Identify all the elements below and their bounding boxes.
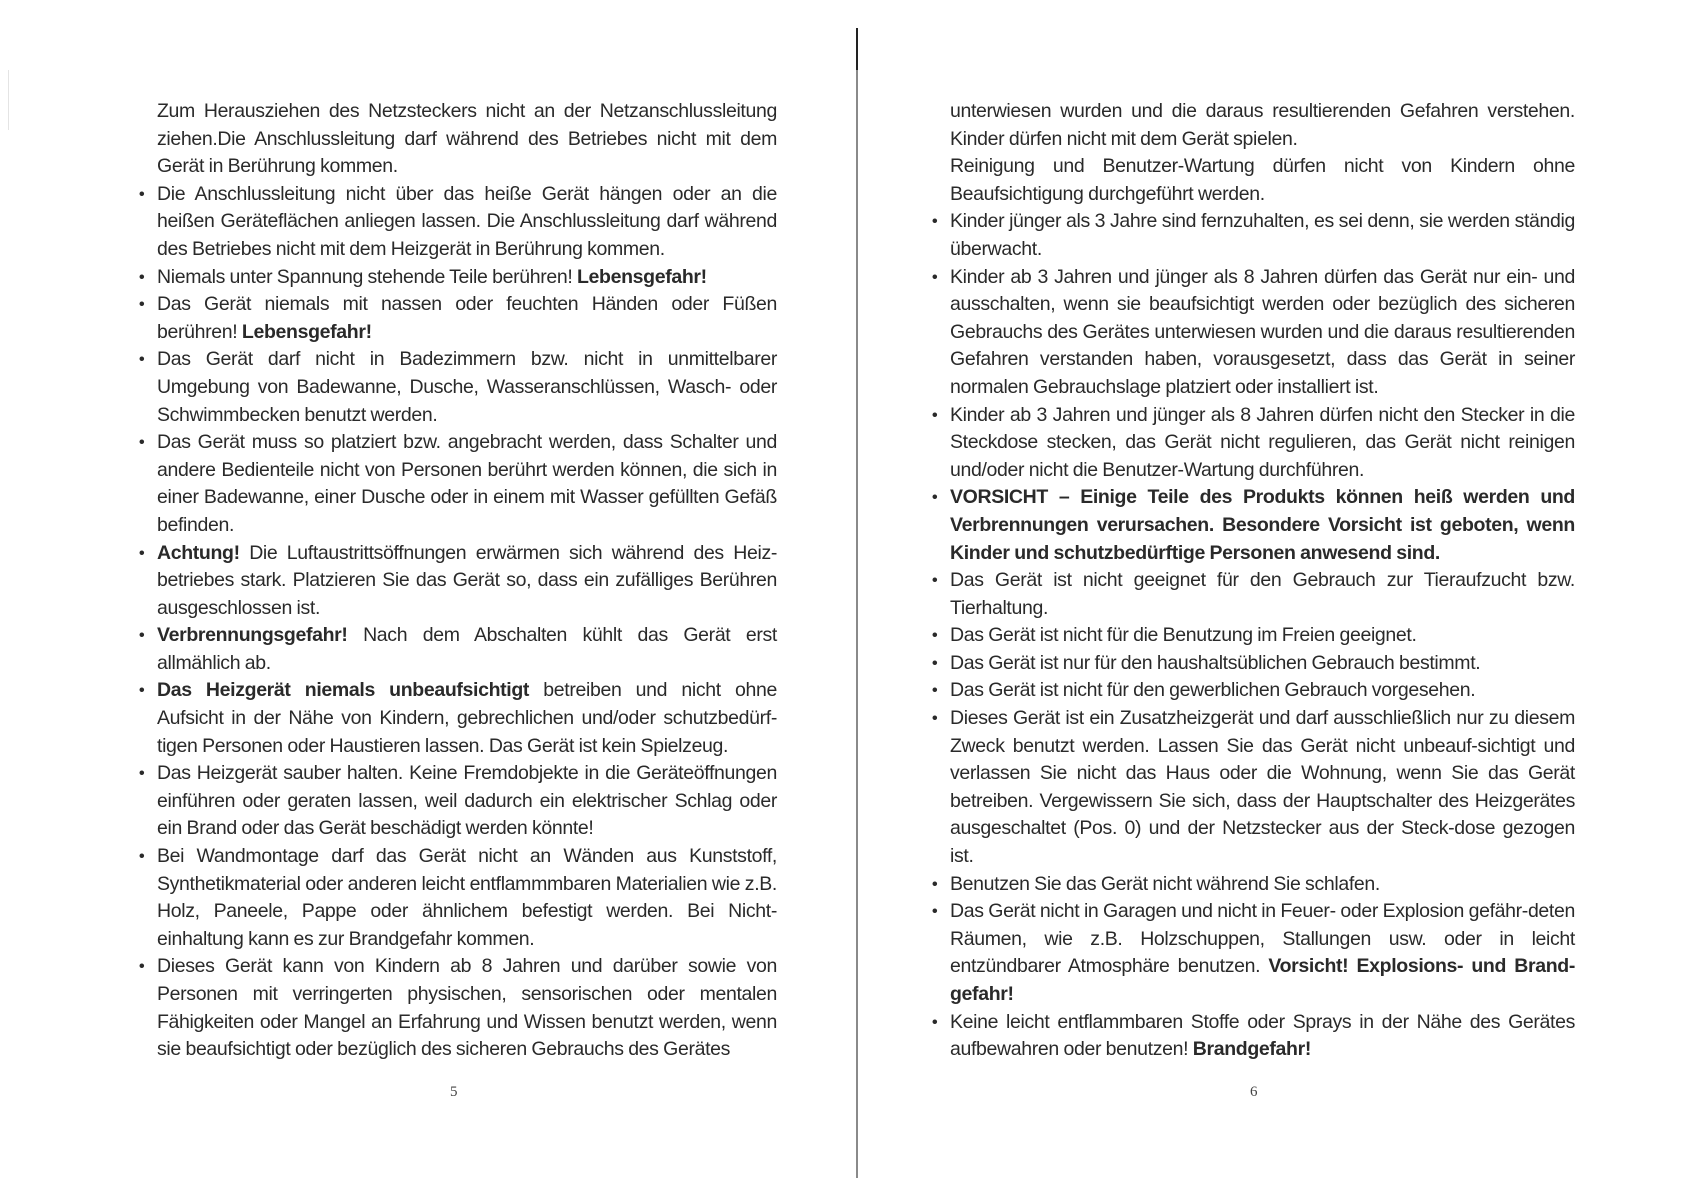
list-item — [139, 346, 777, 429]
right-page — [932, 98, 1575, 1064]
list-item — [932, 677, 1575, 705]
bullet-icon: • — [139, 268, 145, 286]
list-item-text: Bei Wandmontage darf das Gerät nicht an Wänden aus Kunststoff, Synthetikmaterial oder anderen leicht entflammmbaren Materialien wie z.B. Holz, Paneele, Pappe oder ähnlichem befestigt werden. Bei Nicht-einhaltung kann es zur Brandgefahr kommen. — [157, 845, 777, 950]
list-item — [932, 898, 1575, 1008]
list-item — [139, 843, 777, 953]
list-item — [932, 1009, 1575, 1064]
list-item-text: Das Gerät niemals mit nassen oder feuchten Händen oder Füßen berühren! — [157, 293, 777, 343]
list-item-text: Die Luftaustrittsöffnungen erwärmen sich während des Heiz-betriebes stark. Platzieren Sie das Gerät so, dass ein zufälliges Berühren ausgeschlossen ist. — [157, 541, 777, 619]
bullet-icon: • — [139, 765, 145, 783]
bullet-icon: • — [932, 213, 938, 231]
bullet-icon: • — [932, 682, 938, 700]
list-item-text: Das Gerät ist nur für den haushaltsüblichen Gebrauch bestimmt. — [950, 651, 1481, 674]
bullet-icon: • — [932, 1013, 938, 1031]
bullet-icon: • — [932, 710, 938, 728]
list-item-text: Nach dem Abschalten kühlt das Gerät erst allmählich ab. — [157, 624, 777, 674]
list-item — [139, 677, 777, 760]
bullet-icon: • — [932, 627, 938, 645]
bullet-icon: • — [139, 296, 145, 314]
list-item-text: Das Gerät ist nicht für den gewerblichen Gebrauch vorgesehen. — [950, 679, 1476, 702]
list-item — [139, 953, 777, 1063]
list-item — [139, 540, 777, 623]
bullet-icon: • — [932, 268, 938, 286]
bullet-icon: • — [932, 406, 938, 424]
list-item-text: Dieses Gerät ist ein Zusatzheizgerät und darf ausschließlich nur zu diesem Zweck benutzt werden. Lassen Sie das Gerät nicht unbeauf-sichtigt und verlassen Sie nicht das Haus oder die Wohnung, wenn Sie das Gerät betreiben. Vergewissern Sie sich, dass der Hauptschalter des Heizgerätes ausgeschaltet (Pos. 0) und der Netzstecker aus der Steck-dose gezogen ist. — [950, 707, 1575, 868]
warning-emphasis: Lebensgefahr! — [241, 320, 372, 343]
list-item — [139, 760, 777, 843]
list-item — [932, 484, 1575, 567]
bullet-icon: • — [139, 544, 145, 562]
warning-emphasis: VORSICHT – Einige Teile des Produkts können heiß werden und Verbrennungen verursachen. Besondere Vorsicht ist geboten, wenn Kinder und schutzbedürftige Personen anwesend sind. — [950, 486, 1575, 564]
list-item-text: Kinder jünger als 3 Jahre sind fernzuhalten, es sei denn, sie werden ständig überwacht. — [950, 210, 1575, 260]
list-item — [932, 264, 1575, 402]
list-item-text: Das Gerät ist nicht geeignet für den Gebrauch zur Tieraufzucht bzw. Tierhaltung. — [950, 569, 1575, 619]
bullet-icon: • — [139, 351, 145, 369]
list-item — [139, 429, 777, 539]
list-item-text: Die Anschlussleitung nicht über das heiße Gerät hängen oder an die heißen Geräteflächen anliegen lassen. Die Anschlussleitung darf während des Betriebes nicht mit dem Heizgerät in Berührung kommen. — [157, 182, 777, 260]
left-page — [139, 98, 777, 1064]
bullet-icon: • — [139, 185, 145, 203]
page-number: 5 — [450, 1084, 458, 1100]
list-item-text: Das Gerät muss so platziert bzw. angebracht werden, dass Schalter und andere Bedienteile nicht von Personen berührt werden können, die sich in einer Badewanne, einer Dusche oder in einem mit Wasser gefüllten Gefäß befinden. — [157, 431, 777, 536]
bullet-icon: • — [932, 654, 938, 672]
list-item-text: Niemals unter Spannung stehende Teile berühren! — [157, 265, 573, 288]
bullet-icon: • — [139, 682, 145, 700]
bullet-icon: • — [932, 875, 938, 893]
list-item-text: Das Heizgerät sauber halten. Keine Fremdobjekte in die Geräteöffnungen einführen oder geraten lassen, weil dadurch ein elektrischer Schlag oder ein Brand oder das Gerät beschädigt werden könnte! — [157, 762, 777, 840]
list-item — [932, 567, 1575, 622]
warning-emphasis: Achtung! — [157, 541, 240, 564]
list-item — [932, 705, 1575, 871]
warning-emphasis: Lebensgefahr! — [576, 265, 707, 288]
warning-emphasis: Vorsicht! Explosions- und Brand-gefahr! — [950, 955, 1575, 1005]
warning-emphasis: Verbrennungsgefahr! — [157, 624, 348, 647]
list-item-text: Keine leicht entflammbaren Stoffe oder Sprays in der Nähe des Gerätes aufbewahren oder benutzen! — [950, 1010, 1575, 1061]
left-intro-paragraph: Zum Herausziehen des Netzsteckers nicht an der Netzanschlussleitung ziehen.Die Anschlussleitung darf während des Betriebes nicht mit dem Gerät in Berührung kommen. — [157, 100, 777, 178]
list-item — [932, 622, 1575, 650]
list-item — [932, 871, 1575, 899]
right-intro-paragraph: unterwiesen wurden und die daraus resultierenden Gefahren verstehen. Kinder dürfen nicht mit dem Gerät spielen. — [950, 100, 1575, 150]
bullet-icon: • — [932, 903, 938, 921]
list-item — [932, 402, 1575, 485]
bullet-icon: • — [139, 627, 145, 645]
warning-emphasis: Das Heizgerät niemals unbeaufsichtigt — [157, 679, 530, 702]
list-item — [139, 264, 777, 292]
list-item — [139, 622, 777, 677]
list-item — [139, 291, 777, 346]
right-intro-paragraph: Reinigung und Benutzer-Wartung dürfen nicht von Kindern ohne Beaufsichtigung durchgeführt werden. — [950, 155, 1575, 205]
warning-emphasis: Brandgefahr! — [1192, 1038, 1311, 1061]
bullet-icon: • — [139, 848, 145, 866]
list-item-text: betreiben und nicht ohne Aufsicht in der Nähe von Kindern, gebrechlichen und/oder schutzbedürf-tigen Personen oder Haustieren lassen. Das Gerät ist kein Spielzeug. — [157, 679, 777, 757]
bullet-icon: • — [139, 958, 145, 976]
bullet-icon: • — [932, 489, 938, 507]
list-item-text: Das Gerät nicht in Garagen und nicht in Feuer- oder Explosion gefähr-deten Räumen, wie z.B. Holzschuppen, Stallungen usw. oder in leicht entzündbarer Atmosphäre benutzen. — [950, 900, 1575, 978]
bullet-icon: • — [139, 434, 145, 452]
list-item-text: Das Gerät darf nicht in Badezimmern bzw. nicht in unmittelbarer Umgebung von Badewanne, Dusche, Wasseranschlüssen, Wasch- oder Schwimmbecken benutzt werden. — [157, 348, 777, 426]
bullet-icon: • — [932, 572, 938, 590]
list-item — [139, 181, 777, 264]
list-item-text: Das Gerät ist nicht für die Benutzung im Freien geeignet. — [950, 624, 1417, 647]
list-item-text: Kinder ab 3 Jahren und jünger als 8 Jahren dürfen nicht den Stecker in die Steckdose stecken, das Gerät nicht regulieren, das Gerät nicht reinigen und/oder nicht die Benutzer-Wartung durchführen. — [950, 403, 1575, 481]
list-item-text: Kinder ab 3 Jahren und jünger als 8 Jahren dürfen das Gerät nur ein- und ausschalten, wenn sie beaufsichtigt werden oder bezüglich des sicheren Gebrauchs des Gerätes unterwiesen wurden und die daraus resultierenden Gefahren verstanden haben, vorausgesetzt, dass das Gerät in seiner normalen Gebrauchslage platziert oder installiert ist. — [950, 265, 1575, 398]
list-item-text: Benutzen Sie das Gerät nicht während Sie schlafen. — [950, 872, 1380, 895]
page-fold-line — [856, 28, 858, 1178]
list-item — [932, 650, 1575, 678]
page-number: 6 — [1250, 1084, 1258, 1100]
list-item — [932, 208, 1575, 263]
list-item-text: Dieses Gerät kann von Kindern ab 8 Jahren und darüber sowie von Personen mit verringerten physischen, sensorischen oder mentalen Fähigkeiten oder Mangel an Erfahrung und Wissen benutzt werden, wenn sie beaufsichtigt oder bezüglich des sicheren Gebrauchs des Gerätes — [157, 955, 777, 1061]
page-fold-mark — [856, 28, 858, 70]
scan-edge — [8, 70, 9, 130]
